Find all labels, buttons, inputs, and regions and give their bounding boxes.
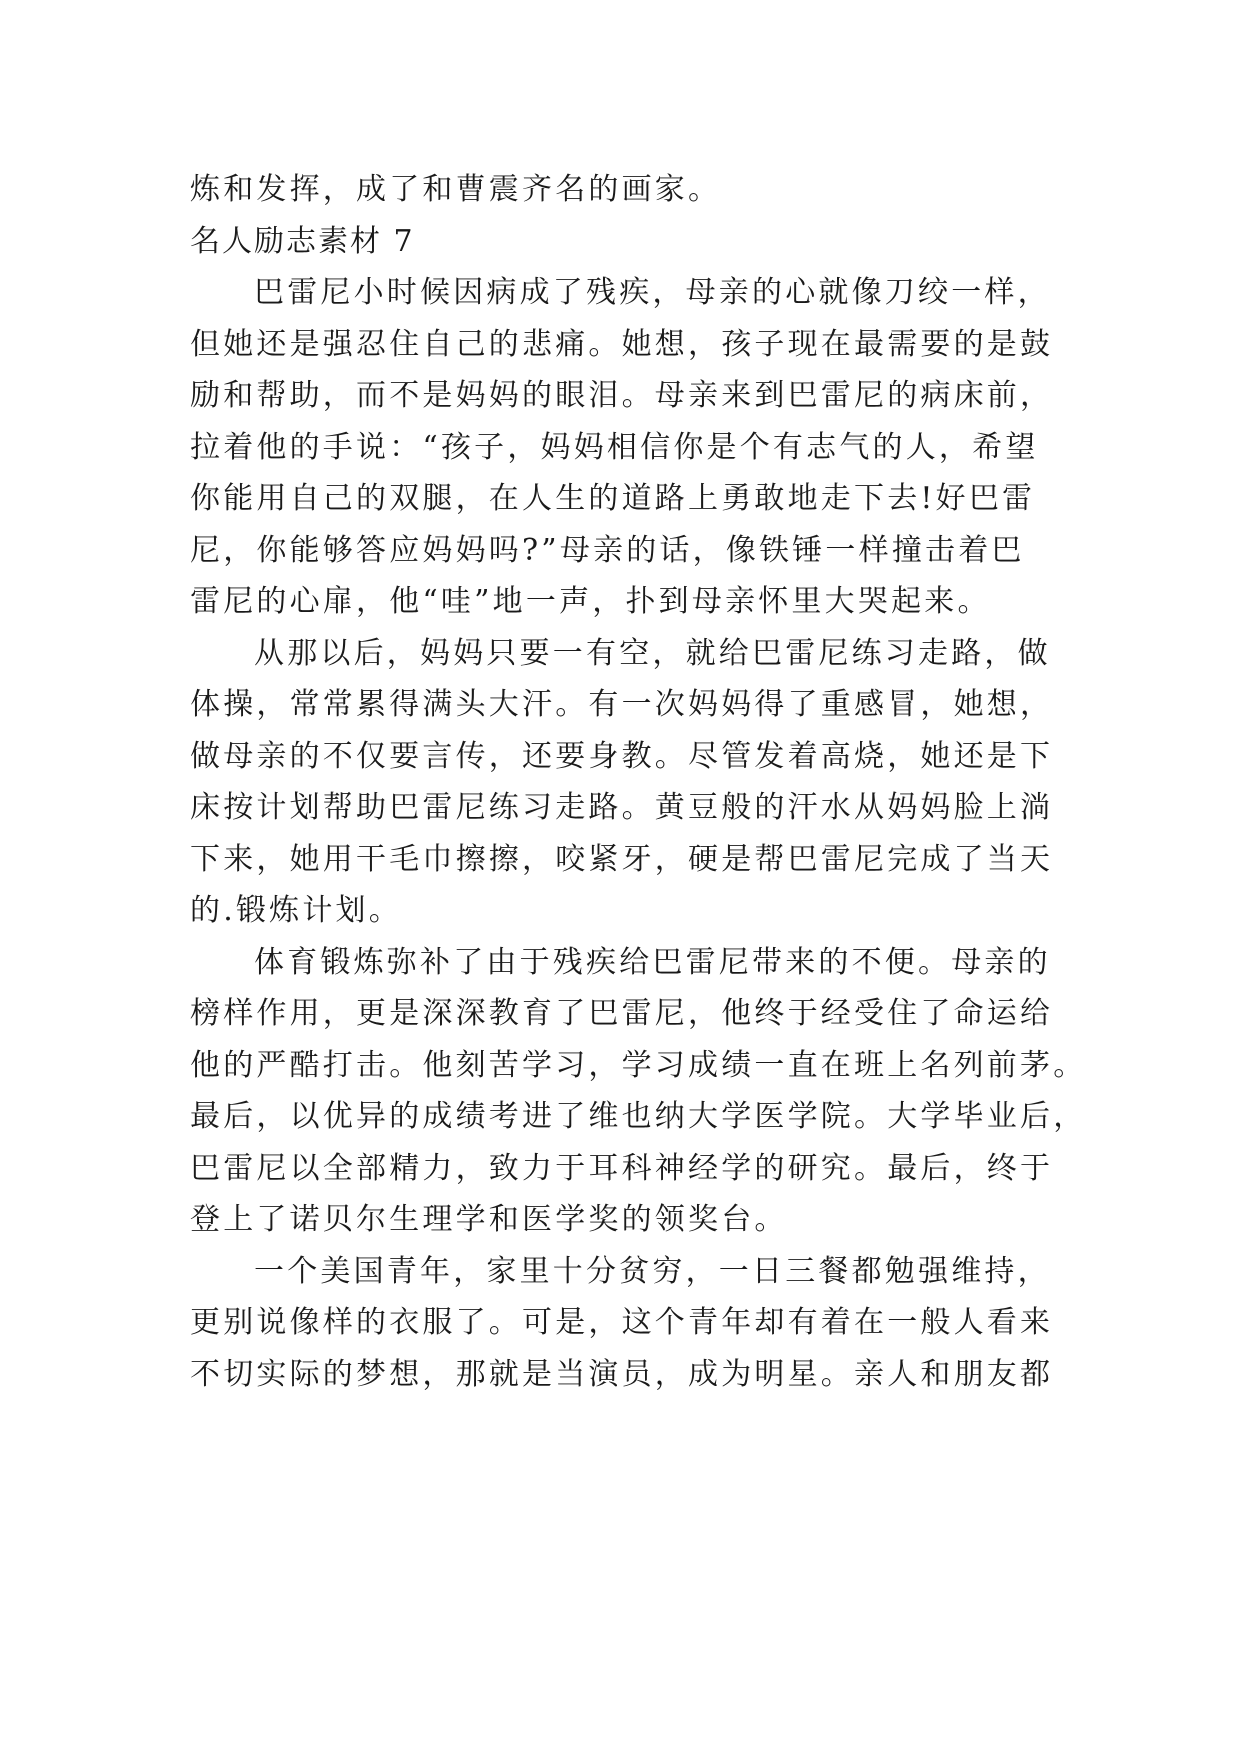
paragraph-line: 拉着他的手说：“孩子，妈妈相信你是个有志气的人，希望: [190, 429, 1039, 465]
paragraph-line: 体操，常常累得满头大汗。有一次妈妈得了重感冒，她想，: [190, 687, 1054, 722]
paragraph-line: 尼，你能够答应妈妈吗?”母亲的话，像铁锤一样撞击着巴: [190, 532, 1025, 568]
document-body: [190, 164, 1087, 1400]
paragraph-line: 从那以后，妈妈只要一有空，就给巴雷尼练习走路，做: [254, 635, 1051, 671]
paragraph-line: 巴雷尼以全部精力，致力于耳科神经学的研究。最后，终于: [190, 1150, 1054, 1186]
paragraph-line: 但她还是强忍住自己的悲痛。她想，孩子现在最需要的是鼓: [190, 326, 1054, 362]
paragraph-line: 床按计划帮助巴雷尼练习走路。黄豆般的汗水从妈妈脸上淌: [190, 790, 1054, 825]
paragraph-line: 最后，以优异的成绩考进了维也纳大学医学院。大学毕业后，: [190, 1099, 1087, 1134]
paragraph-line: 登上了诺贝尔生理学和医学奖的领奖台。: [190, 1202, 788, 1237]
paragraph-line: 榜样作用，更是深深教育了巴雷尼，他终于经受住了命运给: [190, 996, 1054, 1031]
paragraph-line: 雷尼的心扉，他“哇”地一声，扑到母亲怀里大哭起来。: [190, 584, 991, 619]
paragraph-line: 一个美国青年，家里十分贫穷，一日三餐都勉强维持，: [254, 1253, 1051, 1289]
paragraph-line: 的.锻炼计划。: [190, 893, 402, 928]
paragraph-line: 做母亲的不仅要言传，还要身教。尽管发着高烧，她还是下: [190, 738, 1054, 774]
paragraph-line: 他的严酷打击。他刻苦学习，学习成绩一直在班上名列前茅。: [190, 1047, 1087, 1083]
paragraph-line: 励和帮助，而不是妈妈的眼泪。母亲来到巴雷尼的病床前，: [190, 378, 1054, 413]
section-heading: 名人励志素材 7: [190, 223, 415, 259]
paragraph-line: 下来，她用干毛巾擦擦，咬紧牙，硬是帮巴雷尼完成了当天: [190, 841, 1054, 877]
paragraph-line: 体育锻炼弥补了由于残疾给巴雷尼带来的不便。母亲的: [254, 944, 1051, 980]
paragraph-line: 你能用自己的双腿，在人生的道路上勇敢地走下去!好巴雷: [190, 481, 1036, 516]
paragraph-line: 巴雷尼小时候因病成了残疾，母亲的心就像刀绞一样，: [254, 275, 1051, 310]
paragraph-line: 炼和发挥，成了和曹震齐名的画家。: [190, 172, 722, 207]
paragraph-line: 更别说像样的衣服了。可是，这个青年却有着在一般人看来: [190, 1305, 1054, 1340]
paragraph-line: 不切实际的梦想，那就是当演员，成为明星。亲人和朋友都: [190, 1356, 1054, 1392]
